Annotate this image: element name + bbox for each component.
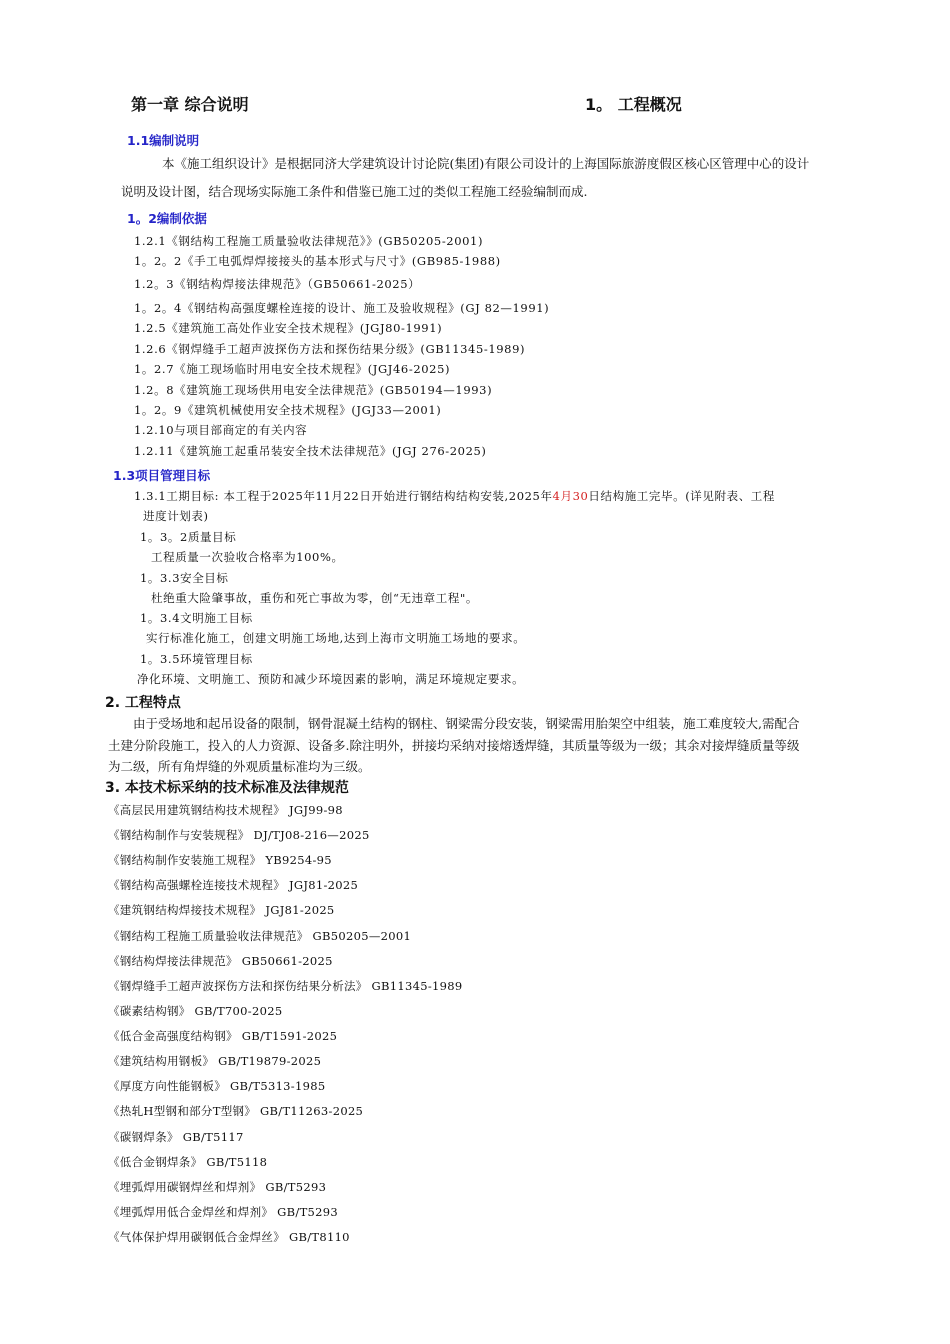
quality-goal-title: 1。3。2质量目标 xyxy=(140,530,237,544)
standard-item: 《钢结构制作与安装规程》 DJ/TJ08-216—2025 xyxy=(108,828,370,842)
section-2-line2: 土建分阶段施工，投入的人力资源、设备多.除注明外，拼接均采纳对接熔透焊缝，其质量等级为一级；其余对接焊缝质量等级 xyxy=(108,738,800,753)
quality-goal-text: 工程质量一次验收合格率为100%。 xyxy=(151,550,344,564)
environment-goal-text: 净化环境、文明施工、预防和减少环境因素的影响，满足环境规定要求。 xyxy=(137,672,525,686)
standard-item: 《建筑钢结构焊接技术规程》 JGJ81-2025 xyxy=(108,903,335,917)
schedule-goal-continued: 进度计划表) xyxy=(143,509,209,523)
schedule-goal-text-end: 日结构施工完毕。(详见附表、工程 xyxy=(588,489,775,503)
reference-item: 1.2.5《建筑施工高处作业安全技术规程》(JGJ80-1991) xyxy=(134,321,443,335)
standard-item: 《碳钢焊条》 GB/T5117 xyxy=(108,1130,244,1144)
standard-item: 《气体保护焊用碳钢低合金焊丝》 GB/T8110 xyxy=(108,1230,350,1244)
standard-item: 《碳素结构钢》 GB/T700-2025 xyxy=(108,1004,283,1018)
section-3-title: 3. 本技术标采纳的技术标准及法律规范 xyxy=(105,780,349,796)
standard-item: 《埋弧焊用碳钢焊丝和焊剂》 GB/T5293 xyxy=(108,1180,327,1194)
section-1-3-title: 1.3项目管理目标 xyxy=(113,468,211,483)
reference-item: 1。2。4《钢结构高强度螺栓连接的设计、施工及验收规程》(GJ 82—1991) xyxy=(134,301,550,315)
standard-item: 《低合金钢焊条》 GB/T5118 xyxy=(108,1155,268,1169)
standard-item: 《高层民用建筑钢结构技术规程》 JGJ99-98 xyxy=(108,803,343,817)
reference-item: 1。2。9《建筑机械使用安全技术规程》(JGJ33—2001) xyxy=(134,403,442,417)
reference-item: 1.2。3《钢结构焊接法律规范》（GB50661-2025） xyxy=(134,277,421,291)
safety-goal-text: 杜绝重大险肇事故，重伤和死亡事故为零，创“无违章工程"。 xyxy=(151,591,478,605)
civilized-goal-title: 1。3.4文明施工目标 xyxy=(140,611,253,625)
standard-item: 《低合金高强度结构钢》 GB/T1591-2025 xyxy=(108,1029,338,1043)
section-2-line1: 由于受场地和起吊设备的限制，钢骨混凝土结构的钢柱、钢梁需分段安装，钢梁需用胎架空中组装，施工难度较大,需配合 xyxy=(133,716,800,731)
reference-item: 1.2.6《钢焊缝手工超声波探伤方法和探伤结果分级》(GB11345-1989) xyxy=(134,342,526,356)
standard-item: 《埋弧焊用低合金焊丝和焊剂》 GB/T5293 xyxy=(108,1205,339,1219)
civilized-goal-text: 实行标准化施工，创建文明施工场地,达到上海市文明施工场地的要求。 xyxy=(146,631,526,645)
schedule-goal xyxy=(134,488,775,504)
chapter-title: 第一章 综合说明 xyxy=(131,95,249,114)
schedule-goal-text: 1.3.1工期目标: 本工程于2025年11月22日开始进行钢结构结构安装,2025年 xyxy=(134,489,553,503)
standard-item: 《建筑结构用钢板》 GB/T19879-2025 xyxy=(108,1054,322,1068)
section-1-1-line2: 说明及设计图，结合现场实际施工条件和借鉴已施工过的类似工程施工经验编制而成. xyxy=(121,184,588,199)
section-2-title: 2. 工程特点 xyxy=(105,695,181,711)
reference-item: 1.2.10与项目部商定的有关内容 xyxy=(134,423,308,437)
section-1-1-line1: 本《施工组织设计》是根据同济大学建筑设计讨论院(集团)有限公司设计的上海国际旅游度假区核心区管理中心的设计 xyxy=(162,156,810,171)
standard-item: 《钢结构工程施工质量验收法律规范》 GB50205—2001 xyxy=(108,929,412,943)
section-1-2-title: 1。2编制依据 xyxy=(127,211,207,226)
standard-item: 《钢焊缝手工超声波探伤方法和探伤结果分析法》 GB11345-1989 xyxy=(108,979,463,993)
standard-item: 《钢结构焊接法律规范》 GB50661-2025 xyxy=(108,954,333,968)
schedule-goal-end-date: 4月30 xyxy=(552,489,589,503)
reference-item: 1.2.1《钢结构工程施工质量验收法律规范》》(GB50205-2001) xyxy=(134,234,484,248)
environment-goal-title: 1。3.5环境管理目标 xyxy=(140,652,253,666)
reference-item: 1.2。8《建筑施工现场供用电安全法律规范》(GB50194—1993) xyxy=(134,383,493,397)
standard-item: 《钢结构制作安装施工规程》 YB9254-95 xyxy=(108,853,332,867)
reference-item: 1.2.11《建筑施工起重吊装安全技术法律规范》(JGJ 276-2025) xyxy=(134,444,487,458)
section-1-title: 1。 工程概况 xyxy=(585,95,682,114)
safety-goal-title: 1。3.3安全目标 xyxy=(140,571,229,585)
reference-item: 1。2.7《施工现场临时用电安全技术规程》(JGJ46-2025) xyxy=(134,362,451,376)
standard-item: 《厚度方向性能钢板》 GB/T5313-1985 xyxy=(108,1079,326,1093)
standard-item: 《钢结构高强螺栓连接技术规程》 JGJ81-2025 xyxy=(108,878,359,892)
reference-item: 1。2。2《手工电弧焊焊接接头的基本形式与尺寸》(GB985-1988) xyxy=(134,254,501,268)
standard-item: 《热轧H型钢和部分T型钢》 GB/T11263-2025 xyxy=(108,1104,364,1118)
section-2-line3: 为二级，所有角焊缝的外观质量标准均为三级。 xyxy=(108,759,371,774)
section-1-1-title: 1.1编制说明 xyxy=(127,133,200,148)
